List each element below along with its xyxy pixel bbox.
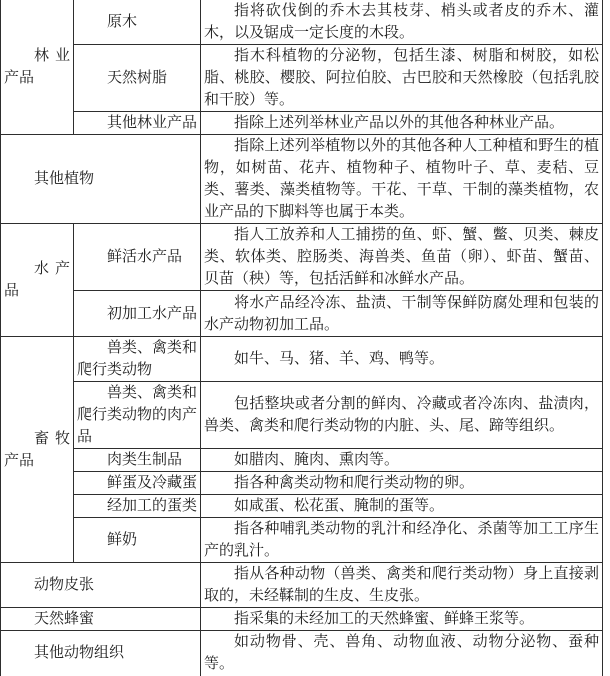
table-row: [1, 472, 603, 495]
description-cell: 指各种禽类动物和爬行类动物的卵。: [201, 472, 603, 495]
category-cell-animal-hides: 动物皮张: [1, 563, 201, 608]
table-row: [1, 291, 603, 337]
description-cell: 指从各种动物（兽类、禽类和爬行类动物）身上直接剥取的，未经鞣制的生皮、生皮张。: [201, 563, 603, 608]
table-row: [1, 45, 603, 112]
category-cell-other-plants: 其他植物: [1, 135, 201, 224]
subcategory-cell-logs: 原木: [74, 0, 201, 45]
description-cell: 包括整块或者分割的鲜肉、冷藏或者冷冻肉、盐渍肉，兽类、禽类和爬行类动物的内脏、头、尾、蹄等组织。: [201, 382, 603, 449]
description-cell: 指木科植物的分泌物，包括生漆、树脂和树胶，如松脂、桃胶、樱胶、阿拉伯胶、古巴胶和天然橡胶（包括乳胶和干胶）等。: [201, 45, 603, 112]
table-row: [1, 518, 603, 563]
table-row: [1, 563, 603, 608]
table-row: [1, 337, 603, 382]
category-cell-forestry-products: 林业产品: [1, 0, 74, 135]
category-cell-natural-honey: 天然蜂蜜: [1, 608, 201, 631]
description-cell: 如动物骨、壳、兽角、动物血液、动物分泌物、蚕种等。: [201, 631, 603, 676]
table-row: [1, 382, 603, 449]
subcategory-cell-beasts-poultry-reptiles: 兽类、禽类和爬行类动物: [74, 337, 201, 382]
category-cell-aquatic-products: 水产品: [1, 224, 74, 337]
subcategory-cell-raw-meat-preparations: 肉类生制品: [74, 449, 201, 472]
description-cell: 如牛、马、猪、羊、鸡、鸭等。: [201, 337, 603, 382]
description-cell: 如咸蛋、松花蛋、腌制的蛋等。: [201, 495, 603, 518]
description-cell: 指各种哺乳类动物的乳汁和经净化、杀菌等加工工序生产的乳汁。: [201, 518, 603, 563]
subcategory-cell-natural-resin: 天然树脂: [74, 45, 201, 112]
table-row: [1, 0, 603, 45]
table-row: [1, 495, 603, 518]
subcategory-cell-meat-products: 兽类、禽类和爬行类动物的肉产品: [74, 382, 201, 449]
description-cell: 如腊肉、腌肉、熏肉等。: [201, 449, 603, 472]
subcategory-cell-processed-eggs: 经加工的蛋类: [74, 495, 201, 518]
table-row: [1, 608, 603, 631]
table-row: [1, 135, 603, 224]
description-cell: 将水产品经冷冻、盐渍、干制等保鲜防腐处理和包装的水产动物初加工品。: [201, 291, 603, 337]
subcategory-cell-other-forestry-products: 其他林业产品: [74, 112, 201, 135]
table-row: [1, 112, 603, 135]
description-cell: 指除上述列举植物以外的其他各种人工种植和野生的植物，如树苗、花卉、植物种子、植物叶子、草、麦秸、豆类、薯类、藻类植物等。干花、干草、干制的藻类植物，农业产品的下脚料等也属于本类。: [201, 135, 603, 224]
table-row: [1, 449, 603, 472]
subcategory-cell-fresh-chilled-eggs: 鲜蛋及冷藏蛋: [74, 472, 201, 495]
description-cell: 指人工放养和人工捕捞的鱼、虾、蟹、鳖、贝类、棘皮类、软体类、腔肠类、海兽类、鱼苗（卵）、虾苗、蟹苗、贝苗（秧）等，包括活鲜和冰鲜水产品。: [201, 224, 603, 291]
subcategory-cell-primary-processed-aquatic: 初加工水产品: [74, 291, 201, 337]
description-cell: 指除上述列举林业产品以外的其他各种林业产品。: [201, 112, 603, 135]
description-cell: 指采集的未经加工的天然蜂蜜、鲜蜂王浆等。: [201, 608, 603, 631]
table-row: [1, 224, 603, 291]
category-cell-livestock-products: 畜牧产品: [1, 337, 74, 563]
table-row: [1, 631, 603, 676]
subcategory-cell-fresh-milk: 鲜奶: [74, 518, 201, 563]
category-cell-other-animal-tissues: 其他动物组织: [1, 631, 201, 676]
subcategory-cell-fresh-live-aquatic: 鲜活水产品: [74, 224, 201, 291]
description-cell: 指将砍伐倒的乔木去其枝芽、梢头或者皮的乔木、灌木，以及锯成一定长度的木段。: [201, 0, 603, 45]
